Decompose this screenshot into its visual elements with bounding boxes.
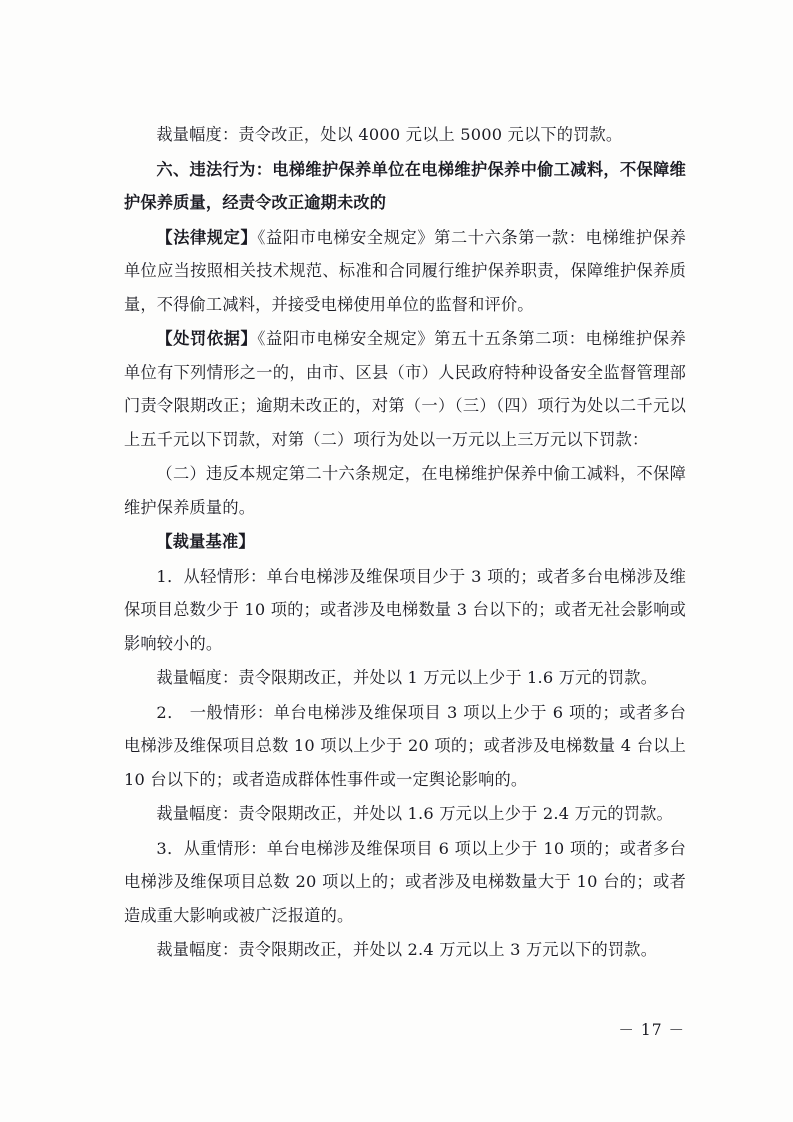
paragraph-legal-provision: 【法律规定】《益阳市电梯安全规定》第二十六条第一款：电梯维护保养单位应当按照相关技术规范、标准和合同履行维护保养职责，保障维护保养质量，不得偷工减料，并接受电梯使用单位的监督和评价。 [124,227,686,314]
paragraph-lenient-case: 1．从轻情形：单台电梯涉及维保项目少于 3 项的；或者多台电梯涉及维保项目总数少于 10 项的；或者涉及电梯数量 3 台以下的；或者无社会影响或影响较小的。 [124,566,686,653]
document-body [124,118,686,968]
page-number: － 17 － [618,1021,685,1039]
paragraph-discretion-range-general: 裁量幅度：责令限期改正，并处以 1.6 万元以上少于 2.4 万元的罚款。 [156,804,673,823]
paragraph-clause-two: （二）违反本规定第二十六条规定，在电梯维护保养中偷工减料，不保障维护保养质量的。 [124,464,686,517]
paragraph-penalty-basis: 【处罚依据】《益阳市电梯安全规定》第五十五条第二项：电梯维护保养单位有下列情形之一的，由市、区县（市）人民政府特种设备安全监督管理部门责令限期改正；逾期未改正的，对第（一）（三）（四）项行为处以二千元以上五千元以下罚款，对第（二）项行为处以一万元以上三万元以下罚款： [124,329,686,449]
paragraph-label: 【处罚依据】 [156,329,258,348]
paragraph-discretion-range-severe: 裁量幅度：责令限期改正，并处以 2.4 万元以上 3 万元以下的罚款。 [156,940,658,959]
paragraph-discretion-range-lenient: 裁量幅度：责令限期改正，并处以 1 万元以上少于 1.6 万元的罚款。 [156,668,658,687]
paragraph-label: 【法律规定】 [156,227,258,247]
paragraph-discretion-range-1: 裁量幅度：责令改正，处以 4000 元以上 5000 元以下的罚款。 [156,125,623,144]
paragraph-severe-case: 3．从重情形：单台电梯涉及维保项目 6 项以上少于 10 项的；或者多台电梯涉及维保项目总数 20 项以上的；或者涉及电梯数量大于 10 台的；或者造成重大影响或被广泛报道的。 [124,838,686,925]
paragraph-violation-heading: 六、违法行为：电梯维护保养单位在电梯维护保养中偷工减料，不保障维护保养质量，经责令改正逾期未改的 [124,159,686,212]
paragraph-general-case: 2． 一般情形：单台电梯涉及维保项目 3 项以上少于 6 项的；或者多台电梯涉及维保项目总数 10 项以上少于 20 项的；或者涉及电梯数量 4 台以上 10 台以下的；或者造成群体性事件或一定舆论影响的。 [124,702,686,789]
paragraph-discretion-standard-heading: 【裁量基准】 [156,532,255,551]
